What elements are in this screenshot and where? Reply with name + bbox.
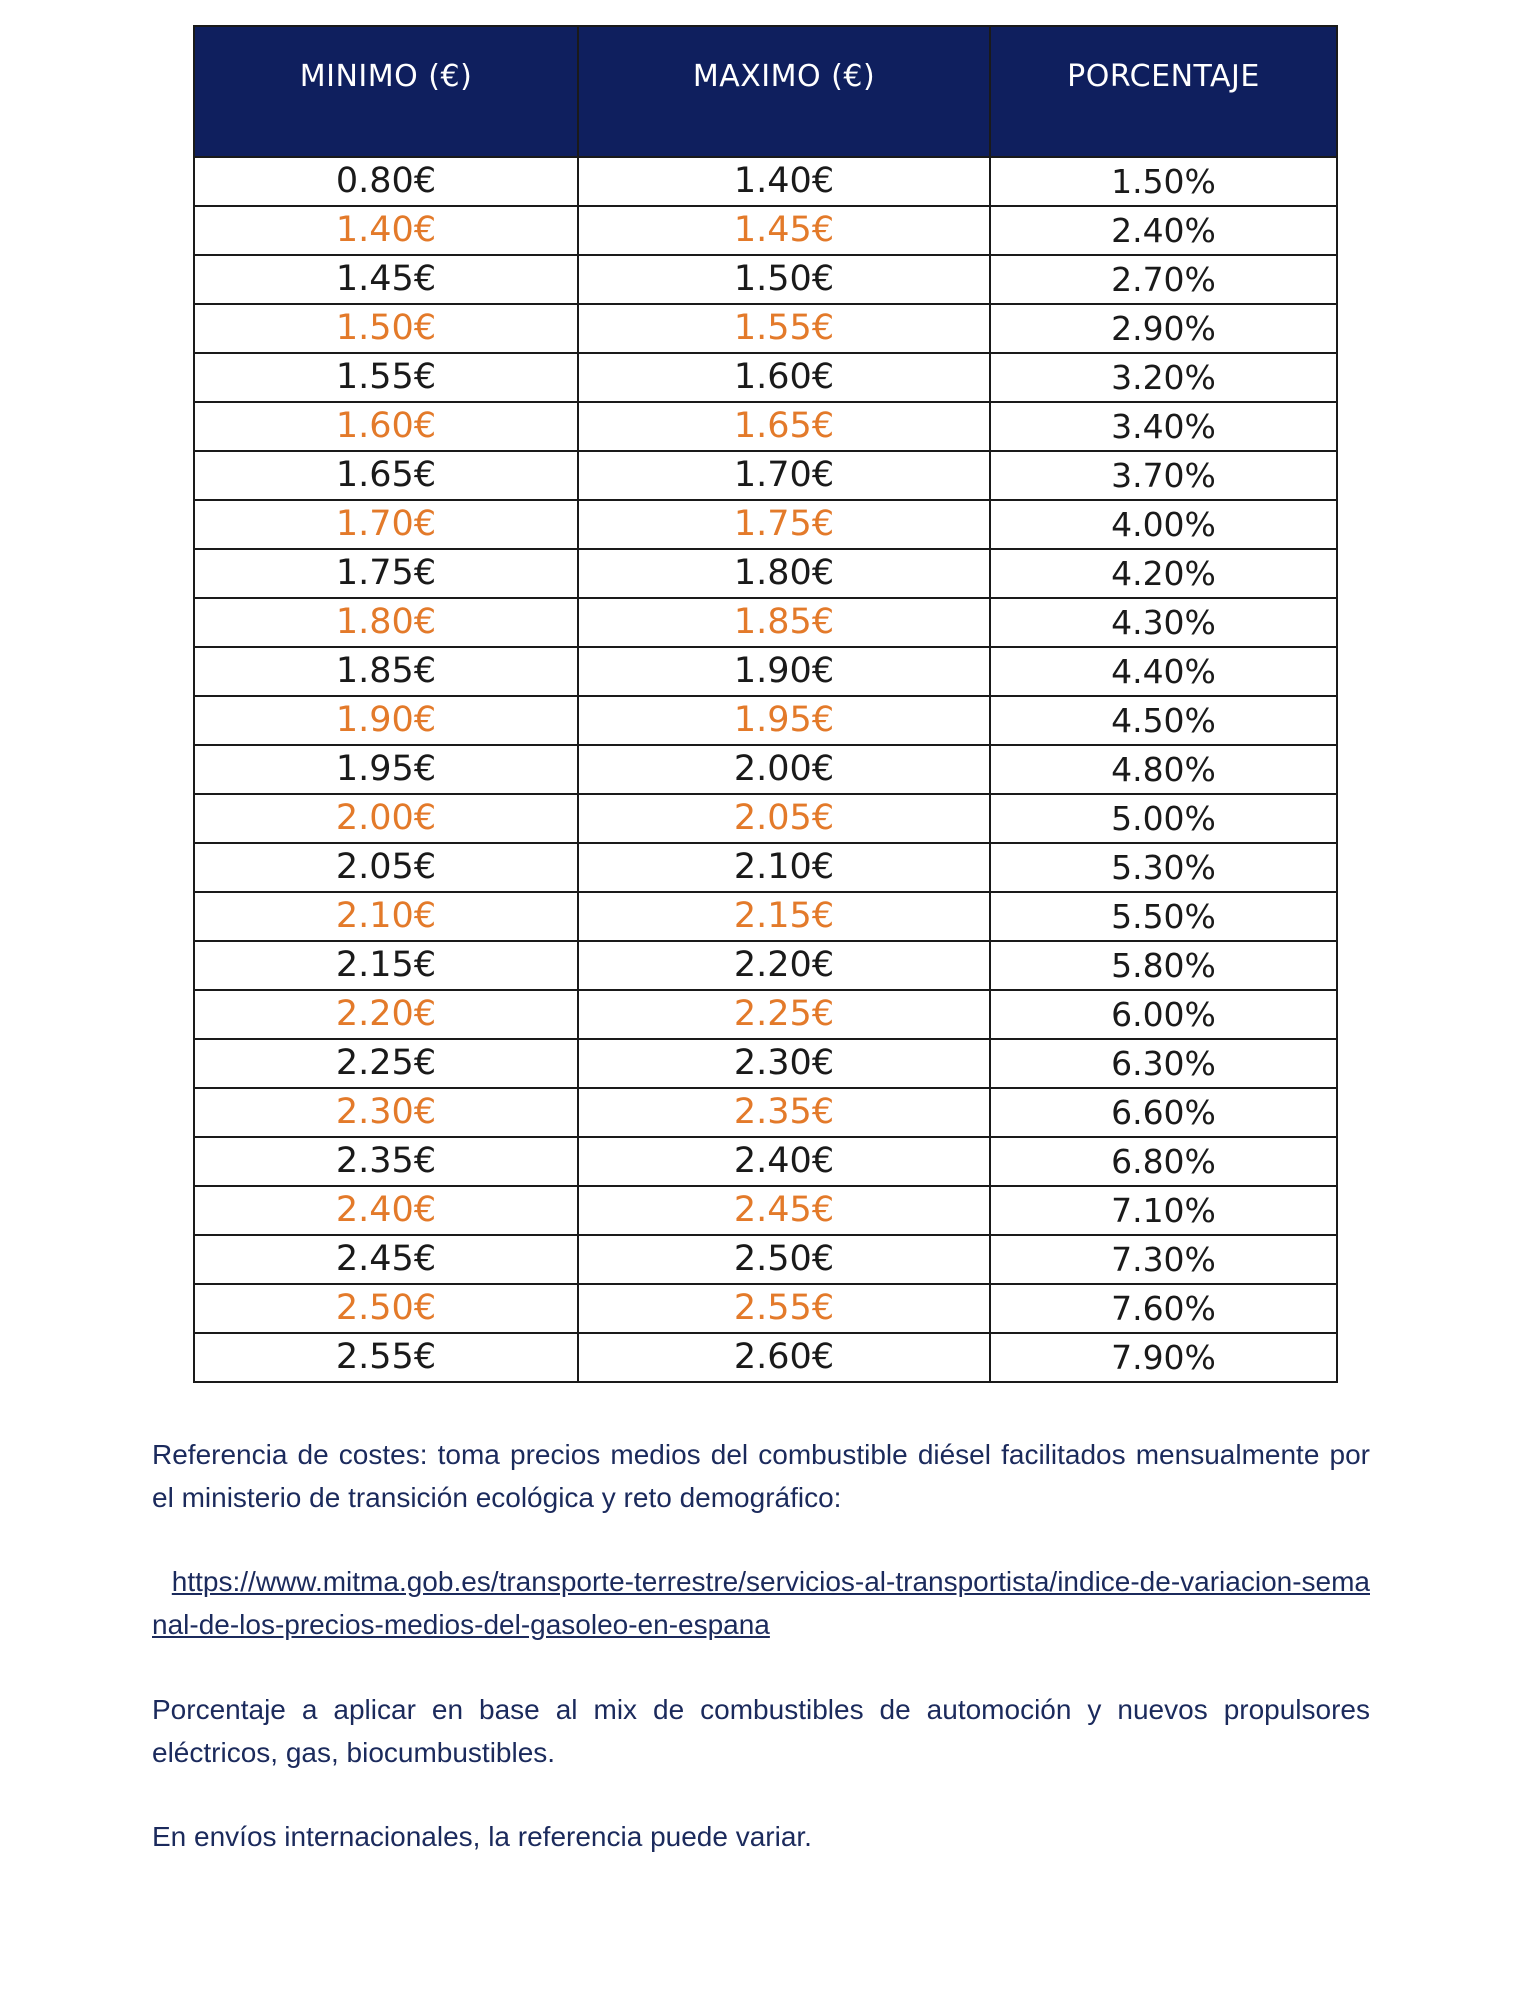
cell-porcentaje: 5.50% [990, 892, 1337, 941]
cell-porcentaje: 7.10% [990, 1186, 1337, 1235]
international-paragraph [152, 1815, 1370, 1858]
table-row [194, 255, 1337, 304]
cell-porcentaje: 4.40% [990, 647, 1337, 696]
table-row [194, 647, 1337, 696]
header-maximo: MAXIMO (€) [578, 26, 990, 157]
cell-minimo: 1.90€ [194, 696, 578, 745]
cell-maximo: 2.55€ [578, 1284, 990, 1333]
cell-porcentaje: 4.30% [990, 598, 1337, 647]
fuel-surcharge-table [193, 25, 1338, 1383]
cell-minimo: 2.10€ [194, 892, 578, 941]
cell-minimo: 1.60€ [194, 402, 578, 451]
reference-paragraph [152, 1433, 1370, 1519]
cell-maximo: 2.30€ [578, 1039, 990, 1088]
table-row [194, 1088, 1337, 1137]
cell-porcentaje: 4.80% [990, 745, 1337, 794]
cell-minimo: 1.50€ [194, 304, 578, 353]
cell-maximo: 1.95€ [578, 696, 990, 745]
cell-minimo: 2.50€ [194, 1284, 578, 1333]
cell-maximo: 1.70€ [578, 451, 990, 500]
table-row [194, 990, 1337, 1039]
table-row [194, 1186, 1337, 1235]
cell-minimo: 1.95€ [194, 745, 578, 794]
cell-porcentaje: 6.60% [990, 1088, 1337, 1137]
cell-minimo: 0.80€ [194, 157, 578, 206]
table-row [194, 549, 1337, 598]
cell-maximo: 2.40€ [578, 1137, 990, 1186]
cell-maximo: 2.25€ [578, 990, 990, 1039]
table-header-row [194, 26, 1337, 157]
table-row [194, 598, 1337, 647]
table-row [194, 1235, 1337, 1284]
cell-porcentaje: 3.40% [990, 402, 1337, 451]
cell-porcentaje: 1.50% [990, 157, 1337, 206]
cell-porcentaje: 5.80% [990, 941, 1337, 990]
cell-maximo: 2.20€ [578, 941, 990, 990]
cell-porcentaje: 2.40% [990, 206, 1337, 255]
cell-porcentaje: 6.00% [990, 990, 1337, 1039]
link-paragraph [152, 1560, 1370, 1646]
cell-maximo: 1.45€ [578, 206, 990, 255]
mix-paragraph [152, 1688, 1370, 1774]
cell-porcentaje: 3.20% [990, 353, 1337, 402]
cell-minimo: 1.40€ [194, 206, 578, 255]
cell-maximo: 2.50€ [578, 1235, 990, 1284]
mix-text: Porcentaje a aplicar en base al mix de combustibles de automoción y nuevos propulsores eléctricos, gas, biocumbustibles. [152, 1694, 1370, 1768]
cell-maximo: 1.80€ [578, 549, 990, 598]
cell-minimo: 2.30€ [194, 1088, 578, 1137]
table-row [194, 1284, 1337, 1333]
cell-minimo: 2.25€ [194, 1039, 578, 1088]
cell-maximo: 2.10€ [578, 843, 990, 892]
cell-porcentaje: 3.70% [990, 451, 1337, 500]
table-row [194, 892, 1337, 941]
cell-maximo: 1.90€ [578, 647, 990, 696]
cell-maximo: 2.00€ [578, 745, 990, 794]
cell-minimo: 1.85€ [194, 647, 578, 696]
table-row [194, 1039, 1337, 1088]
cell-maximo: 2.45€ [578, 1186, 990, 1235]
table-row [194, 1333, 1337, 1382]
table-row [194, 157, 1337, 206]
cell-maximo: 2.35€ [578, 1088, 990, 1137]
cell-porcentaje: 4.20% [990, 549, 1337, 598]
cell-minimo: 2.55€ [194, 1333, 578, 1382]
table-row [194, 745, 1337, 794]
table-row [194, 843, 1337, 892]
cell-minimo: 2.35€ [194, 1137, 578, 1186]
cell-minimo: 2.15€ [194, 941, 578, 990]
table-row [194, 696, 1337, 745]
cell-minimo: 2.40€ [194, 1186, 578, 1235]
table-row [194, 500, 1337, 549]
table-row [194, 353, 1337, 402]
cell-maximo: 1.85€ [578, 598, 990, 647]
table-row [194, 402, 1337, 451]
cell-minimo: 1.45€ [194, 255, 578, 304]
cell-maximo: 1.50€ [578, 255, 990, 304]
cell-porcentaje: 2.90% [990, 304, 1337, 353]
cell-porcentaje: 7.60% [990, 1284, 1337, 1333]
fuel-surcharge-table-container [193, 25, 1336, 1383]
table-row [194, 304, 1337, 353]
cell-porcentaje: 7.90% [990, 1333, 1337, 1382]
cell-porcentaje: 6.80% [990, 1137, 1337, 1186]
table-row [194, 206, 1337, 255]
cell-porcentaje: 6.30% [990, 1039, 1337, 1088]
cell-maximo: 2.60€ [578, 1333, 990, 1382]
mitma-link[interactable]: https://www.mitma.gob.es/transporte-terrestre/servicios-al-transportista/indice-de-variacion-semanal-de-los-precios-medios-del-gasoleo-en-espana [152, 1566, 1370, 1640]
cell-minimo: 1.65€ [194, 451, 578, 500]
cell-porcentaje: 5.30% [990, 843, 1337, 892]
cell-maximo: 1.60€ [578, 353, 990, 402]
table-row [194, 1137, 1337, 1186]
cell-minimo: 1.80€ [194, 598, 578, 647]
cell-maximo: 1.40€ [578, 157, 990, 206]
cell-maximo: 1.65€ [578, 402, 990, 451]
cell-porcentaje: 5.00% [990, 794, 1337, 843]
cell-minimo: 2.05€ [194, 843, 578, 892]
cell-maximo: 1.55€ [578, 304, 990, 353]
cell-porcentaje: 4.50% [990, 696, 1337, 745]
header-minimo: MINIMO (€) [194, 26, 578, 157]
reference-text: Referencia de costes: toma precios medios del combustible diésel facilitados mensualmente por el ministerio de transición ecológica y reto demográfico: [152, 1439, 1370, 1513]
international-text: En envíos internacionales, la referencia puede variar. [152, 1821, 812, 1852]
cell-minimo: 1.75€ [194, 549, 578, 598]
cell-minimo: 2.00€ [194, 794, 578, 843]
table-row [194, 794, 1337, 843]
cell-maximo: 2.05€ [578, 794, 990, 843]
table-body [194, 157, 1337, 1382]
cell-minimo: 2.20€ [194, 990, 578, 1039]
table-row [194, 941, 1337, 990]
cell-porcentaje: 7.30% [990, 1235, 1337, 1284]
cell-maximo: 2.15€ [578, 892, 990, 941]
cell-minimo: 2.45€ [194, 1235, 578, 1284]
header-porcentaje: PORCENTAJE [990, 26, 1337, 157]
table-row [194, 451, 1337, 500]
cell-maximo: 1.75€ [578, 500, 990, 549]
cell-porcentaje: 4.00% [990, 500, 1337, 549]
cell-minimo: 1.70€ [194, 500, 578, 549]
cell-minimo: 1.55€ [194, 353, 578, 402]
cell-porcentaje: 2.70% [990, 255, 1337, 304]
